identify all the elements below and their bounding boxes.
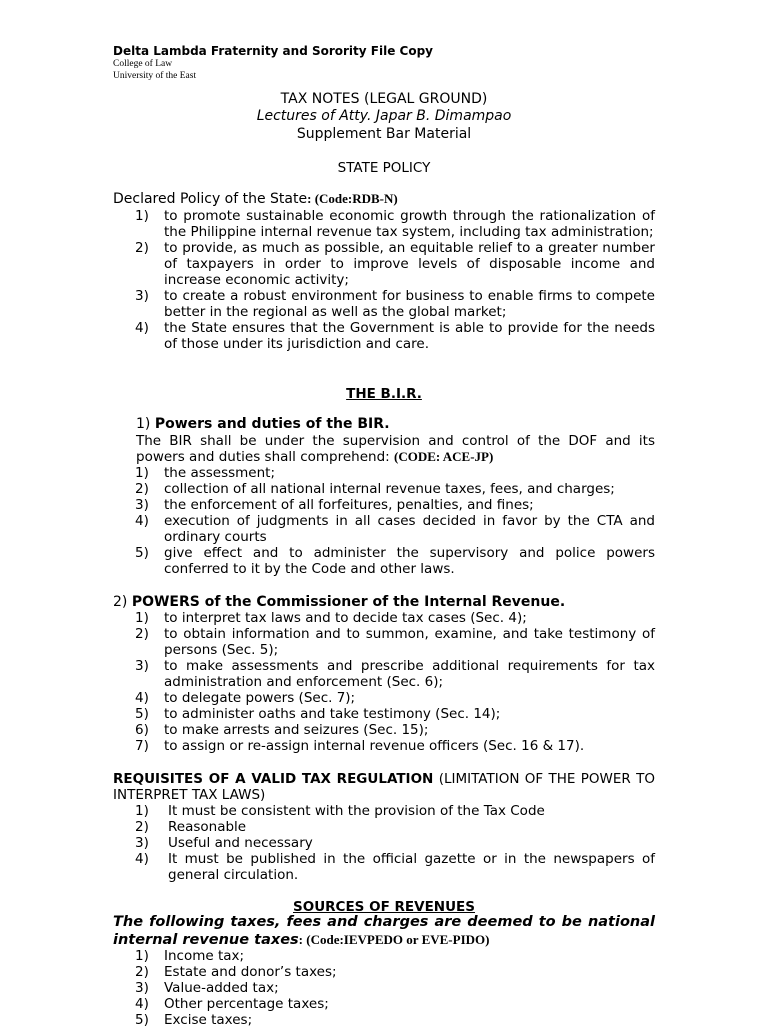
header-college: College of Law: [113, 59, 173, 69]
list-item: 4) It must be published in the official gazette or in the newspapers of general circulation.: [135, 851, 655, 883]
commissioner-powers-list: [113, 610, 655, 754]
list-item: 1) to promote sustainable economic growth through the rationalization of the Philippine internal revenue tax system, including tax administration;: [135, 208, 655, 240]
list-item: 6) to make arrests and seizures (Sec. 15);: [135, 722, 429, 738]
doc-lecturer: Lectures of Atty. Japar B. Dimampao: [256, 108, 512, 124]
header-org: Delta Lambda Fraternity and Sorority File Copy: [113, 44, 433, 58]
state-policy-label: Declared Policy of the State: [113, 191, 308, 207]
doc-title: TAX NOTES (LEGAL GROUND): [280, 91, 488, 107]
file-header: [113, 44, 433, 82]
list-item: 3) to make assessments and prescribe additional requirements for tax administration and enforcement (Sec. 6);: [135, 658, 655, 690]
bir-sub2-title: POWERS of the Commissioner of the Internal Revenue.: [131, 594, 566, 610]
list-item: 1) Income tax;: [135, 948, 245, 964]
bir-intro: The BIR shall be under the supervision and control of the DOF and its powers and duties shall comprehend: (CODE: ACE-JP): [136, 433, 655, 465]
requisites-heading: [113, 771, 655, 803]
bir-duties-list: [113, 465, 655, 577]
bir-sub1: 1) Powers and duties of the BIR.: [136, 416, 390, 432]
list-item: 4) execution of judgments in all cases decided in favor by the CTA and ordinary courts: [135, 513, 655, 545]
requisites-title: REQUISITES OF A VALID TAX REGULATION: [113, 771, 434, 787]
list-item: 2) collection of all national internal revenue taxes, fees, and charges;: [135, 481, 615, 497]
list-item: 1) the assessment;: [135, 465, 276, 481]
list-item: 4) the State ensures that the Government is able to provide for the needs of those under its jurisdiction and care.: [135, 320, 655, 352]
doc-supplement: Supplement Bar Material: [296, 126, 472, 142]
list-item: 1) to interpret tax laws and to decide tax cases (Sec. 4);: [135, 610, 527, 626]
requisites-list: [113, 803, 655, 883]
list-item: 3) to create a robust environment for business to enable firms to compete better in the regional as well as the global market;: [135, 288, 655, 320]
list-item: 3) Useful and necessary: [135, 835, 313, 851]
list-item: 1) It must be consistent with the provision of the Tax Code: [135, 803, 545, 819]
bir-heading: THE B.I.R.: [346, 386, 422, 402]
bir-sub2: 2) POWERS of the Commissioner of the Internal Revenue.: [113, 594, 566, 610]
list-item: 2) to obtain information and to summon, examine, and take testimony of persons (Sec. 5);: [135, 626, 655, 658]
state-policy-label-line: [113, 191, 655, 207]
sources-heading: SOURCES OF REVENUES: [293, 899, 475, 915]
list-item: 4) to delegate powers (Sec. 7);: [135, 690, 356, 706]
sources-intro: [113, 914, 655, 949]
bir-intro-code: (CODE: ACE-JP): [394, 449, 494, 464]
state-policy-code: : (Code:RDB-N): [307, 191, 398, 206]
list-item: 5) to administer oaths and take testimony (Sec. 14);: [135, 706, 501, 722]
state-policy-list: [113, 208, 655, 352]
sources-code: : (Code:IEVPEDO or EVE-PIDO): [298, 932, 490, 947]
requisites-note: (LIMITATION OF THE POWER TO INTERPRET TAX LAWS): [113, 771, 655, 803]
state-policy-heading: STATE POLICY: [337, 160, 431, 176]
sources-list: [113, 948, 655, 1028]
list-item: 4) Other percentage taxes;: [135, 996, 329, 1012]
list-item: 7) to assign or re-assign internal revenue officers (Sec. 16 & 17).: [135, 738, 585, 754]
list-item: 2) Reasonable: [135, 819, 247, 835]
bir-sub1-title: Powers and duties of the BIR.: [154, 416, 390, 432]
list-item: 2) Estate and donor’s taxes;: [135, 964, 337, 980]
sources-intro-text: The following taxes, fees and charges are deemed to be national internal revenue taxes: [113, 914, 655, 948]
list-item: 3) the enforcement of all forfeitures, penalties, and fines;: [135, 497, 534, 513]
list-item: 2) to provide, as much as possible, an equitable relief to a greater number of taxpayers in order to improve levels of disposable income and increase economic activity;: [135, 240, 655, 288]
list-item: 5) give effect and to administer the supervisory and police powers conferred to it by the Code and other laws.: [135, 545, 655, 577]
header-university: University of the East: [113, 71, 197, 81]
list-item: 3) Value-added tax;: [135, 980, 279, 996]
list-item: 5) Excise taxes;: [135, 1012, 253, 1028]
